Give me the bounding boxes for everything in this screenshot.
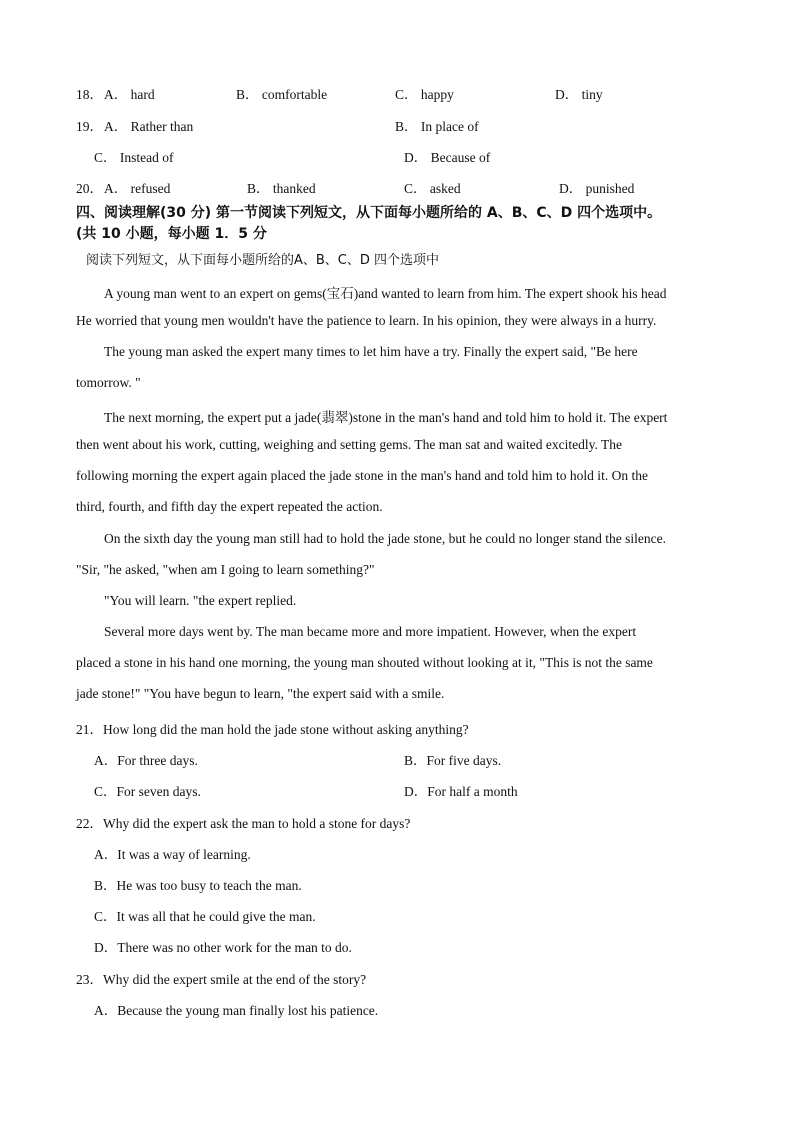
q23-stem: 23．Why did the expert smile at the end of the story? <box>76 972 367 987</box>
q19-option-c: C． Instead of <box>94 150 174 165</box>
section-heading-line2: (共 10 小题，每小题 1．5 分 <box>76 226 267 242</box>
passage-line: The next morning, the expert put a jade(翡翠)stone in the man's hand and told him to hold it. The expert <box>104 410 668 425</box>
q22-option-d: D．There was no other work for the man to do. <box>94 940 352 955</box>
q19-option-b: B． In place of <box>395 119 479 134</box>
q18-option-d: D． tiny <box>555 87 603 102</box>
q18-option-b: B． comfortable <box>236 87 328 102</box>
q21-option-a: A．For three days. <box>94 753 198 768</box>
q20-number: 20． <box>76 181 103 196</box>
passage-line: He worried that young men wouldn't have the patience to learn. In his opinion, they were always in a hurry. <box>76 313 657 328</box>
q22-option-a: A．It was a way of learning. <box>94 847 251 862</box>
q20-option-d: D． punished <box>559 181 635 196</box>
q18-option-c: C． happy <box>395 87 454 102</box>
passage-line: "You will learn. "the expert replied. <box>104 593 297 608</box>
q21-option-d: D．For half a month <box>404 784 518 799</box>
q19-option-a: A． Rather than <box>104 119 194 134</box>
q19-number: 19． <box>76 119 103 134</box>
q21-stem: 21．How long did the man hold the jade stone without asking anything? <box>76 722 469 737</box>
section-heading-line1: 四、阅读理解(30 分) 第一节阅读下列短文，从下面每小题所给的 A、B、C、D 四个选项中。 <box>76 205 662 221</box>
passage-line: third, fourth, and fifth day the expert repeated the action. <box>76 499 383 514</box>
q22-stem: 22．Why did the expert ask the man to hold a stone for days? <box>76 816 411 831</box>
passage-line: following morning the expert again placed the jade stone in the man's hand and told him to hold it. On the <box>76 468 648 483</box>
passage-line: jade stone!" "You have begun to learn, "the expert said with a smile. <box>76 686 445 701</box>
q22-option-c: C．It was all that he could give the man. <box>94 909 316 924</box>
passage-line: tomorrow. " <box>76 375 141 390</box>
q20-option-c: C． asked <box>404 181 461 196</box>
passage-line: A young man went to an expert on gems(宝石)and wanted to learn from him. The expert shook his head <box>104 286 667 301</box>
q23-option-a: A．Because the young man finally lost his patience. <box>94 1003 379 1018</box>
q21-option-c: C．For seven days. <box>94 784 201 799</box>
passage-line: On the sixth day the young man still had to hold the jade stone, but he could no longer stand the silence. <box>104 531 667 546</box>
passage-line: then went about his work, cutting, weighing and setting gems. The man sat and waited excitedly. The <box>76 437 623 452</box>
q22-option-b: B．He was too busy to teach the man. <box>94 878 302 893</box>
section-instruction: 阅读下列短文，从下面每小题所给的A、B、C、D 四个选项中 <box>86 253 440 268</box>
q18-option-a: A． hard <box>104 87 155 102</box>
q21-option-b: B．For five days. <box>404 753 502 768</box>
passage-line: "Sir, "he asked, "when am I going to learn something?" <box>76 562 375 577</box>
q20-option-b: B． thanked <box>247 181 316 196</box>
passage-line: placed a stone in his hand one morning, the young man shouted without looking at it, "This is not the same <box>76 655 653 670</box>
q18-number: 18． <box>76 87 103 102</box>
q20-option-a: A． refused <box>104 181 171 196</box>
passage-line: Several more days went by. The man became more and more impatient. However, when the expert <box>104 624 637 639</box>
q19-option-d: D． Because of <box>404 150 491 165</box>
passage-line: The young man asked the expert many times to let him have a try. Finally the expert said, "Be here <box>104 344 638 359</box>
